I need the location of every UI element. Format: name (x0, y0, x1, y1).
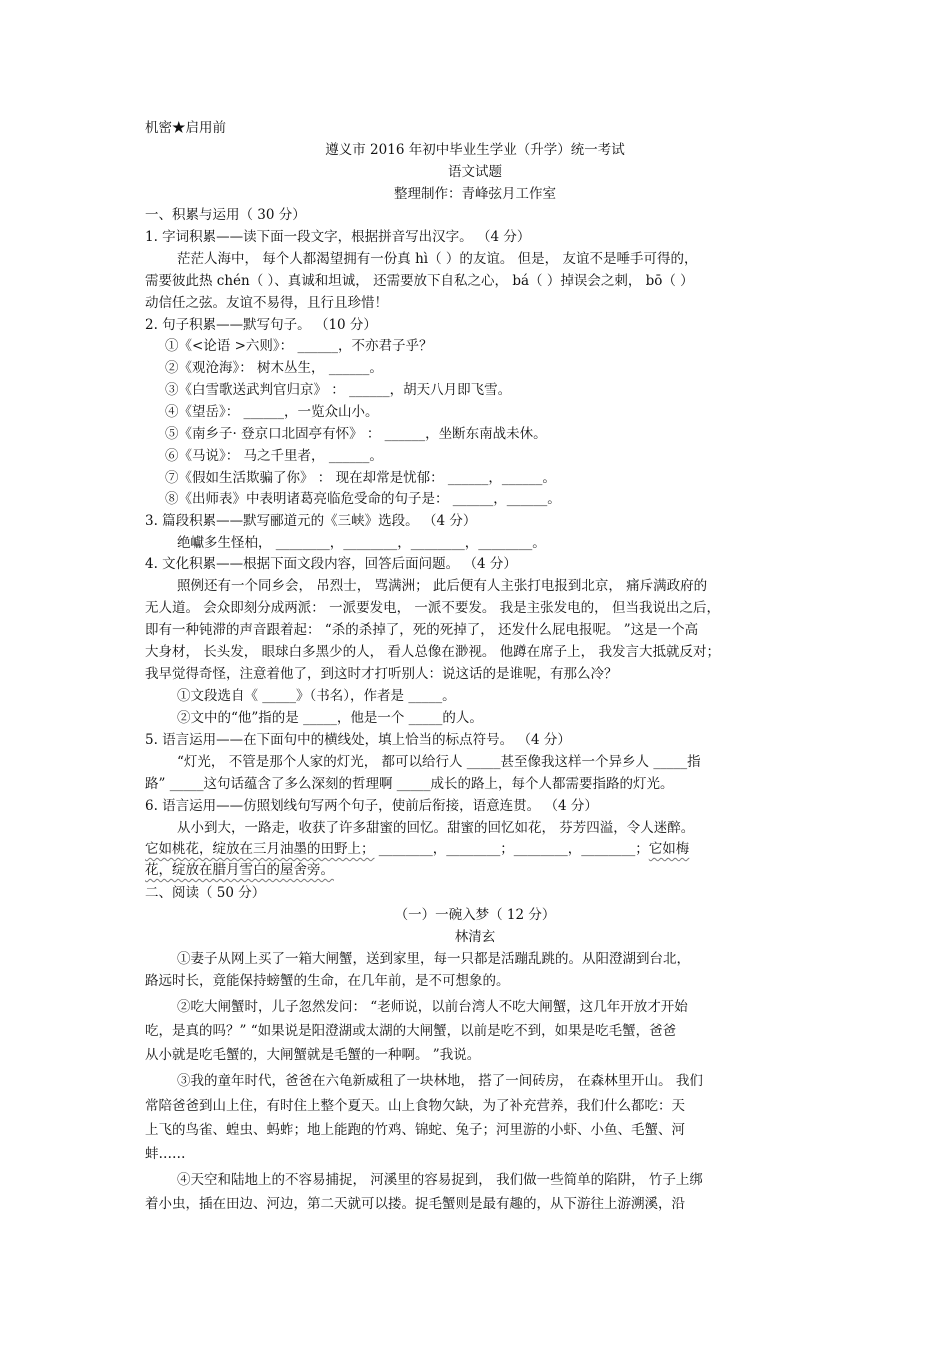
paragraph-line: ①妻子从网上买了一箱大闸蟹，送到家里，每一只都是活蹦乱跳的。从阳澄湖到台北， (177, 951, 690, 967)
paragraph-line: 需要彼此热 chén（ ）、真诚和坦诚， 还需要放下自私之心， bá（ ）掉误会之刺， bō（ ） (145, 273, 694, 289)
paragraph-line: 动信任之弦。友谊不易得，且行且珍惜！ (145, 295, 388, 311)
section-heading: 二、阅读（ 50 分） (145, 885, 266, 901)
paragraph-line: 路” _____这句话蕴含了多么深刻的哲理啊 _____成长的路上，每个人都需要指路的灯光。 (145, 776, 674, 792)
paragraph-line (145, 861, 334, 879)
fill-item: ⑧《出师表》中表明诸葛亮临危受命的句子是： ______，______。 (165, 491, 561, 507)
fill-item: ④《望岳》： ______，一览众山小。 (165, 404, 379, 420)
question-1: 1. 字词积累——读下面一段文字，根据拼音写出汉字。 （4 分） (145, 229, 531, 245)
fill-item: ②《观沧海》： 树木丛生， ______。 (165, 360, 383, 376)
paragraph-line: 大身材， 长头发， 眼球白多黑少的人， 看人总像在渺视。 他蹲在席子上， 我发言大抵就反对； (145, 644, 720, 660)
fill-item: 绝巘多生怪柏， ________，________，________，________。 (177, 535, 546, 551)
fill-item: ①文段选自《 _____》（书名），作者是 _____。 (177, 688, 456, 704)
paragraph-line: 蚌…… (145, 1146, 186, 1162)
fill-item: ⑥《马说》： 马之千里者， ______。 (165, 448, 383, 464)
maker-line: 整理制作：青峰弦月工作室 (394, 186, 556, 202)
paragraph-line: ③我的童年时代，爸爸在六龟新威租了一块林地， 搭了一间砖房， 在森林里开山。 我们 (177, 1073, 703, 1089)
paragraph-line: 从小就是吃毛蟹的，大闸蟹就是毛蟹的一种啊。 ”我说。 (145, 1047, 481, 1063)
question-4: 4. 文化积累——根据下面文段内容，回答后面问题。 （4 分） (145, 556, 517, 572)
fill-blanks: ________，________；________，________； (374, 841, 649, 857)
paragraph-line: ④天空和陆地上的不容易捕捉， 河溪里的容易捉到， 我们做一些简单的陷阱， 竹子上绑 (177, 1172, 703, 1188)
paragraph-line (145, 840, 689, 858)
paragraph-line: 无人道。 会众即刻分成两派： 一派要发电， 一派不要发。 我是主张发电的， 但当我说出之后， (145, 600, 720, 616)
fill-item: ⑦《假如生活欺骗了你》 ： 现在却常是忧郁： ______，______。 (165, 470, 556, 486)
fill-item: ⑤《南乡子· 登京口北固亭有怀》 ： ______，坐断东南战未休。 (165, 426, 547, 442)
confidential-label: 机密★启用前 (145, 120, 226, 136)
paragraph-line: 路远时长，竟能保持螃蟹的生命，在几年前，是不可想象的。 (145, 973, 510, 989)
question-3: 3. 篇段积累——默写郦道元的《三峡》选段。 （4 分） (145, 513, 477, 529)
paragraph-line: 从小到大，一路走，收获了许多甜蜜的回忆。甜蜜的回忆如花， 芬芳四溢，令人迷醉。 (177, 820, 695, 836)
paragraph-line: 吃，是真的吗？” “如果说是阳澄湖或太湖的大闸蟹，以前是吃不到，如果是吃毛蟹，爸爸 (145, 1023, 677, 1039)
underlined-sentence: 它如桃花，绽放在三月油墨的田野上； (145, 841, 375, 857)
section-heading: 一、积累与运用（ 30 分） (145, 207, 306, 223)
paragraph-line: 茫茫人海中， 每个人都渴望拥有一份真 hì（ ）的友谊。 但是， 友谊不是唾手可得的， (177, 251, 698, 267)
paragraph-line: 我早觉得奇怪，注意着他了，到这时才打听别人：说这话的是谁呢，有那么冷？ (145, 666, 618, 682)
paragraph-line: 常陪爸爸到山上住，有时住上整个夏天。山上食物欠缺，为了补充营养，我们什么都吃：天 (145, 1098, 685, 1114)
paragraph-line: 上飞的鸟雀、蝗虫、蚂蚱；地上能跑的竹鸡、锦蛇、兔子；河里游的小虾、小鱼、毛蟹、河 (145, 1122, 685, 1138)
underlined-sentence: 花，绽放在腊月雪白的屋舍旁。 (145, 862, 334, 878)
paragraph-line: 即有一种钝滞的声音跟着起： “杀的杀掉了，死的死掉了， 还发什么屁电报呢。 ”这是一个高 (145, 622, 699, 638)
question-6: 6. 语言运用——仿照划线句写两个句子，使前后衔接，语意连贯。 （4 分） (145, 798, 598, 814)
paragraph-line: ②吃大闸蟹时，儿子忽然发问： “老师说，以前台湾人不吃大闸蟹，这几年开放才开始 (177, 999, 688, 1015)
question-5: 5. 语言运用——在下面句中的横线处，填上恰当的标点符号。 （4 分） (145, 732, 571, 748)
fill-item: ①《<论语 >六则》： ______，不亦君子乎？ (165, 338, 433, 354)
underlined-sentence: 它如梅 (648, 841, 690, 857)
fill-item: ③《白雪歌送武判官归京》 ： ______，胡天八月即飞雪。 (165, 382, 512, 398)
paragraph-line: 照例还有一个同乡会， 吊烈士， 骂满洲； 此后便有人主张打电报到北京， 痛斥满政府的 (177, 578, 708, 594)
question-2: 2. 句子积累——默写句子。 （10 分） (145, 317, 377, 333)
exam-title: 遵义市 2016 年初中毕业生学业（升学）统一考试 (325, 142, 625, 158)
passage-author: 林清玄 (454, 929, 496, 945)
paragraph-line: 着小虫，插在田边、河边，第二天就可以搂。捉毛蟹则是最有趣的，从下游往上游溯溪，沿 (145, 1196, 685, 1212)
paragraph-line: “灯光， 不管是那个人家的灯光， 都可以给行人 _____甚至像我这样一个异乡人 _____指 (177, 754, 701, 770)
fill-item: ②文中的“他”指的是 _____，他是一个 _____的人。 (177, 710, 483, 726)
passage-title: （一）一碗入梦（ 12 分） (394, 907, 556, 923)
subject-title: 语文试题 (448, 164, 502, 180)
